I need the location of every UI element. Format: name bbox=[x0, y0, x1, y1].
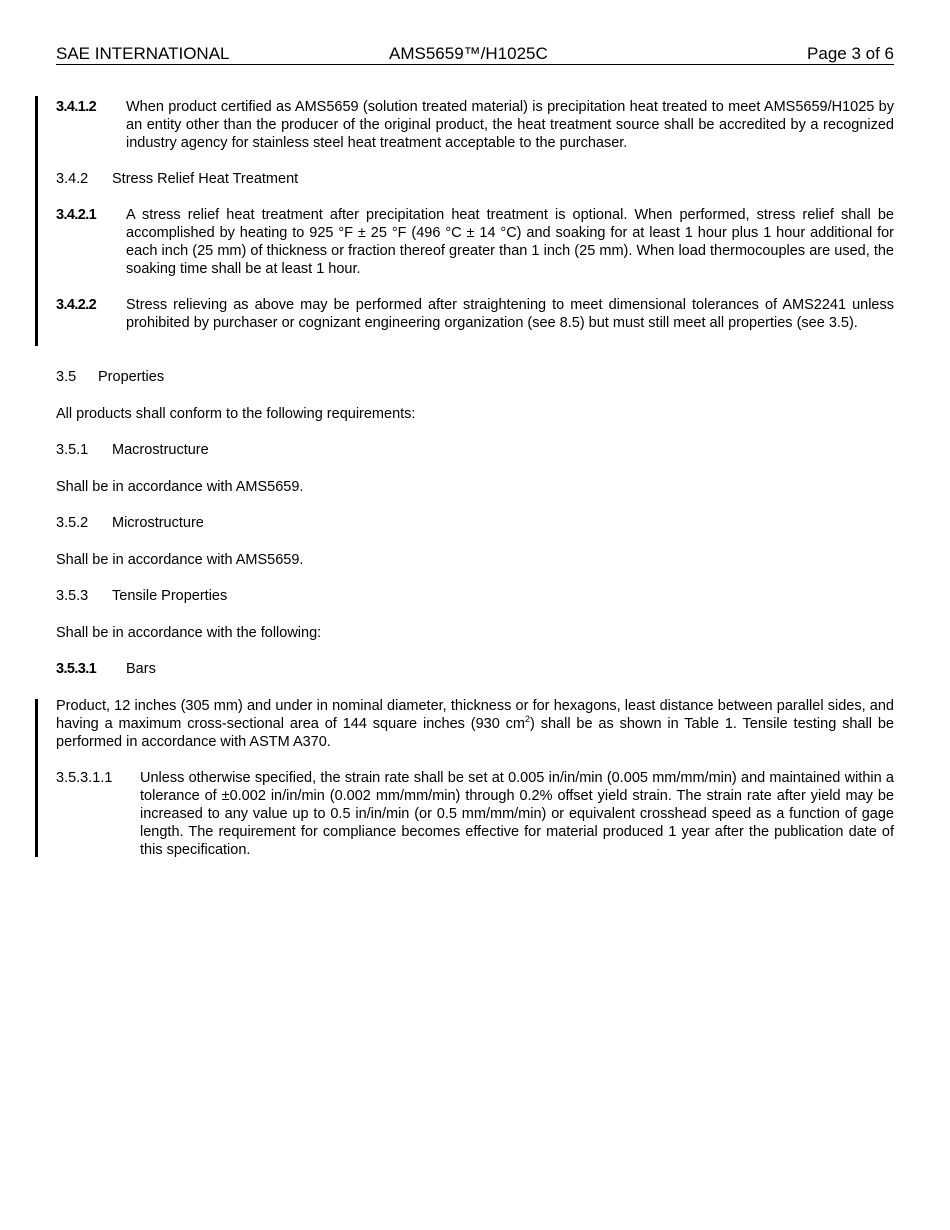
section-3-4-2-2 bbox=[56, 296, 894, 332]
section-number: 3.5.3 bbox=[56, 588, 89, 604]
section-number: 3.5.3.1 bbox=[56, 661, 97, 677]
change-bar bbox=[35, 96, 38, 346]
paragraph-3-5-2: Shall be in accordance with AMS5659. bbox=[56, 552, 304, 568]
section-number: 3.5.3.1.1 bbox=[56, 770, 113, 786]
paragraph-3-5: All products shall conform to the following requirements: bbox=[56, 406, 416, 422]
section-3-4-1-2 bbox=[56, 98, 894, 152]
paragraph-text-part: Product, 12 inches (305 mm) and under in nominal diameter, thickness or for hexagons, least distance between parallel sides, and having a maximum cross-sectional area of 144 square inches (930 cm bbox=[56, 698, 894, 732]
section-text: When product certified as AMS5659 (solution treated material) is precipitation heat treated to meet AMS5659/H1025 by an entity other than the producer of the original product, the heat treatment source shall be accredited by a recognized industry agency for stainless steel heat treatment acceptable to the purchaser. bbox=[126, 99, 894, 151]
change-bar bbox=[35, 699, 38, 857]
section-title: Bars bbox=[126, 661, 156, 677]
section-text: Unless otherwise specified, the strain rate shall be set at 0.005 in/in/min (0.005 mm/mm/min) and maintained within a tolerance of ±0.002 in/in/min (0.002 mm/mm/min) through 0.2% offset yield strain. The strain rate after yield may be increased to any value up to 0.5 in/in/min (or 0.5 mm/mm/min) or equivalent crosshead speed as a function of gage length. The requirement for compliance becomes effective for material produced 1 year after the publication date of this specification. bbox=[140, 770, 894, 858]
section-title: Macrostructure bbox=[112, 442, 209, 458]
section-title: Microstructure bbox=[112, 515, 204, 531]
paragraph-3-5-3-1 bbox=[56, 697, 894, 751]
section-number: 3.5.2 bbox=[56, 515, 89, 531]
section-title: Tensile Properties bbox=[112, 588, 228, 604]
section-text: A stress relief heat treatment after precipitation heat treatment is optional. When performed, stress relief shall be accomplished by heating to 925 °F ± 25 °F (496 °C ± 14 °C) and soaking for at least 1 hour plus 1 hour additional for each inch (25 mm) of thickness or fraction thereof greater than 1 inch (25 mm). When load thermocouples are used, the soaking time shall be at least 1 hour. bbox=[126, 207, 894, 277]
header-organization: SAE INTERNATIONAL bbox=[56, 44, 230, 63]
section-title: Stress Relief Heat Treatment bbox=[112, 171, 299, 187]
header-document-id: AMS5659™/H1025C bbox=[389, 44, 548, 63]
paragraph-3-5-3: Shall be in accordance with the following: bbox=[56, 625, 322, 641]
section-number: 3.5.1 bbox=[56, 442, 89, 458]
paragraph-text-part: ) shall be as shown in Table 1. Tensile testing shall be performed in accordance with ASTM A370. bbox=[56, 716, 894, 750]
section-text: Stress relieving as above may be performed after straightening to meet dimensional tolerances of AMS2241 unless prohibited by purchaser or cognizant engineering organization (see 8.5) but must still meet all properties (see 3.5). bbox=[126, 297, 894, 331]
superscript: 2 bbox=[525, 714, 531, 725]
section-number: 3.4.2.2 bbox=[56, 297, 97, 313]
section-title: Properties bbox=[98, 369, 165, 385]
section-number: 3.5 bbox=[56, 369, 77, 385]
header-page-number: Page 3 of 6 bbox=[807, 44, 894, 63]
paragraph-3-5-1: Shall be in accordance with AMS5659. bbox=[56, 479, 304, 495]
section-number: 3.4.1.2 bbox=[56, 99, 97, 115]
section-number: 3.4.2.1 bbox=[56, 207, 97, 223]
section-3-5-3-1-1 bbox=[56, 769, 894, 859]
section-3-4-2-1 bbox=[56, 206, 894, 278]
page-header bbox=[56, 44, 894, 65]
section-number: 3.4.2 bbox=[56, 171, 89, 187]
